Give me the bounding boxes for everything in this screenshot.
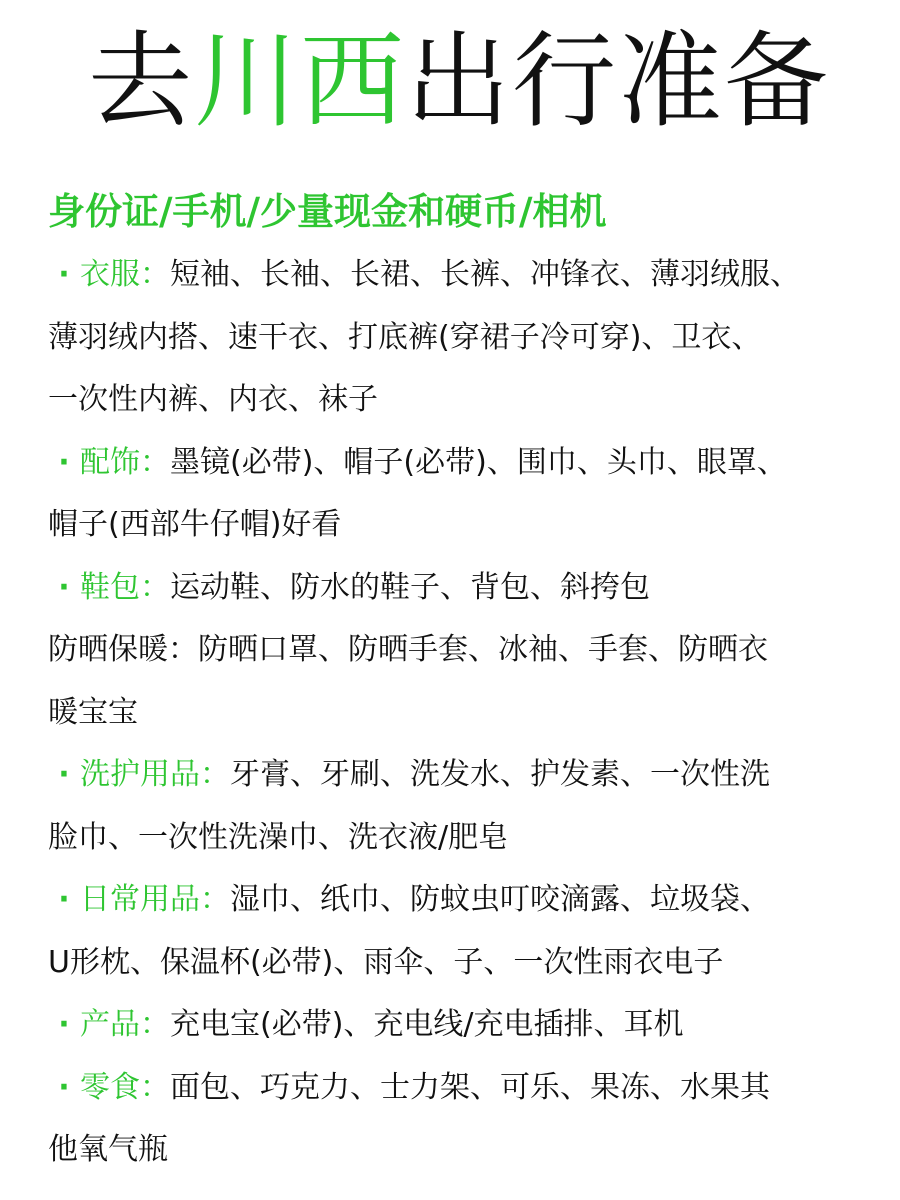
section-first-line [48, 994, 870, 1057]
section-shoes-bags [48, 557, 870, 620]
title-part-2: 出行准备 [406, 20, 831, 142]
section-text: 面包、巧克力、士力架、可乐、果冻、水果其 [170, 1069, 770, 1105]
packing-list [48, 244, 870, 1182]
section-label: 鞋包： [80, 569, 170, 605]
section-electronics [48, 994, 870, 1057]
section-text: 帽子(西部牛仔帽)好看 [48, 507, 342, 542]
section-daily-items [48, 869, 870, 994]
section-first-line [48, 557, 870, 620]
bullet-dot: · [58, 257, 70, 292]
section-toiletries [48, 744, 870, 869]
section-label: 日常用品： [80, 882, 230, 917]
section-label: 产品： [80, 1007, 170, 1042]
section-text: 短袖、长袖、长裙、长裤、冲锋衣、薄羽绒服、 [170, 257, 800, 292]
title-part-1: 去 [87, 20, 194, 142]
title-accent: 川西 [193, 20, 406, 142]
section-text: 墨镜(必带)、帽子(必带)、围巾、头巾、眼罩、 [170, 444, 787, 480]
section-label: 洗护用品： [80, 757, 230, 792]
essentials-subtitle: 身份证/手机/少量现金和硬币/相机 [48, 190, 607, 233]
section-first-line [48, 1057, 870, 1120]
section-label: 零食： [80, 1069, 170, 1105]
section-accessories [48, 432, 870, 557]
bullet-dot: · [58, 1007, 70, 1042]
section-first-line [48, 869, 870, 932]
bullet-dot: · [58, 1069, 70, 1105]
section-text: 湿巾、纸巾、防蚊虫叮咬滴露、垃圾袋、 [230, 882, 770, 917]
section-clothing [48, 244, 870, 432]
section-text: U形枕、保温杯(必带)、雨伞、子、一次性雨衣电子 [48, 944, 724, 980]
section-sun-warmth [48, 619, 870, 744]
bullet-dot: · [58, 444, 70, 480]
section-text: 牙膏、牙刷、洗发水、护发素、一次性洗 [230, 757, 770, 792]
section-text: 脸巾、一次性洗澡巾、洗衣液/肥皂 [48, 819, 509, 855]
section-first-line [48, 244, 870, 307]
section-text: 他氧气瓶 [48, 1132, 168, 1167]
section-text: 暖宝宝 [48, 694, 138, 730]
bullet-dot: · [58, 569, 70, 605]
section-first-line [48, 744, 870, 807]
section-text: 防晒保暖：防晒口罩、防晒手套、冰袖、手套、防晒衣 [48, 632, 768, 667]
section-text: 薄羽绒内搭、速干衣、打底裤(穿裙子冷可穿)、卫衣、 [48, 319, 762, 355]
section-text: 运动鞋、防水的鞋子、背包、斜挎包 [170, 569, 650, 605]
section-snacks [48, 1057, 870, 1182]
section-label: 衣服： [80, 257, 170, 292]
section-text: 充电宝(必带)、充电线/充电插排、耳机 [170, 1007, 684, 1042]
section-first-line [48, 432, 870, 495]
section-label: 配饰： [80, 444, 170, 480]
bullet-dot: · [58, 757, 70, 792]
bullet-dot: · [58, 882, 70, 917]
page-title [48, 0, 870, 140]
section-text: 一次性内裤、内衣、袜子 [48, 382, 378, 417]
